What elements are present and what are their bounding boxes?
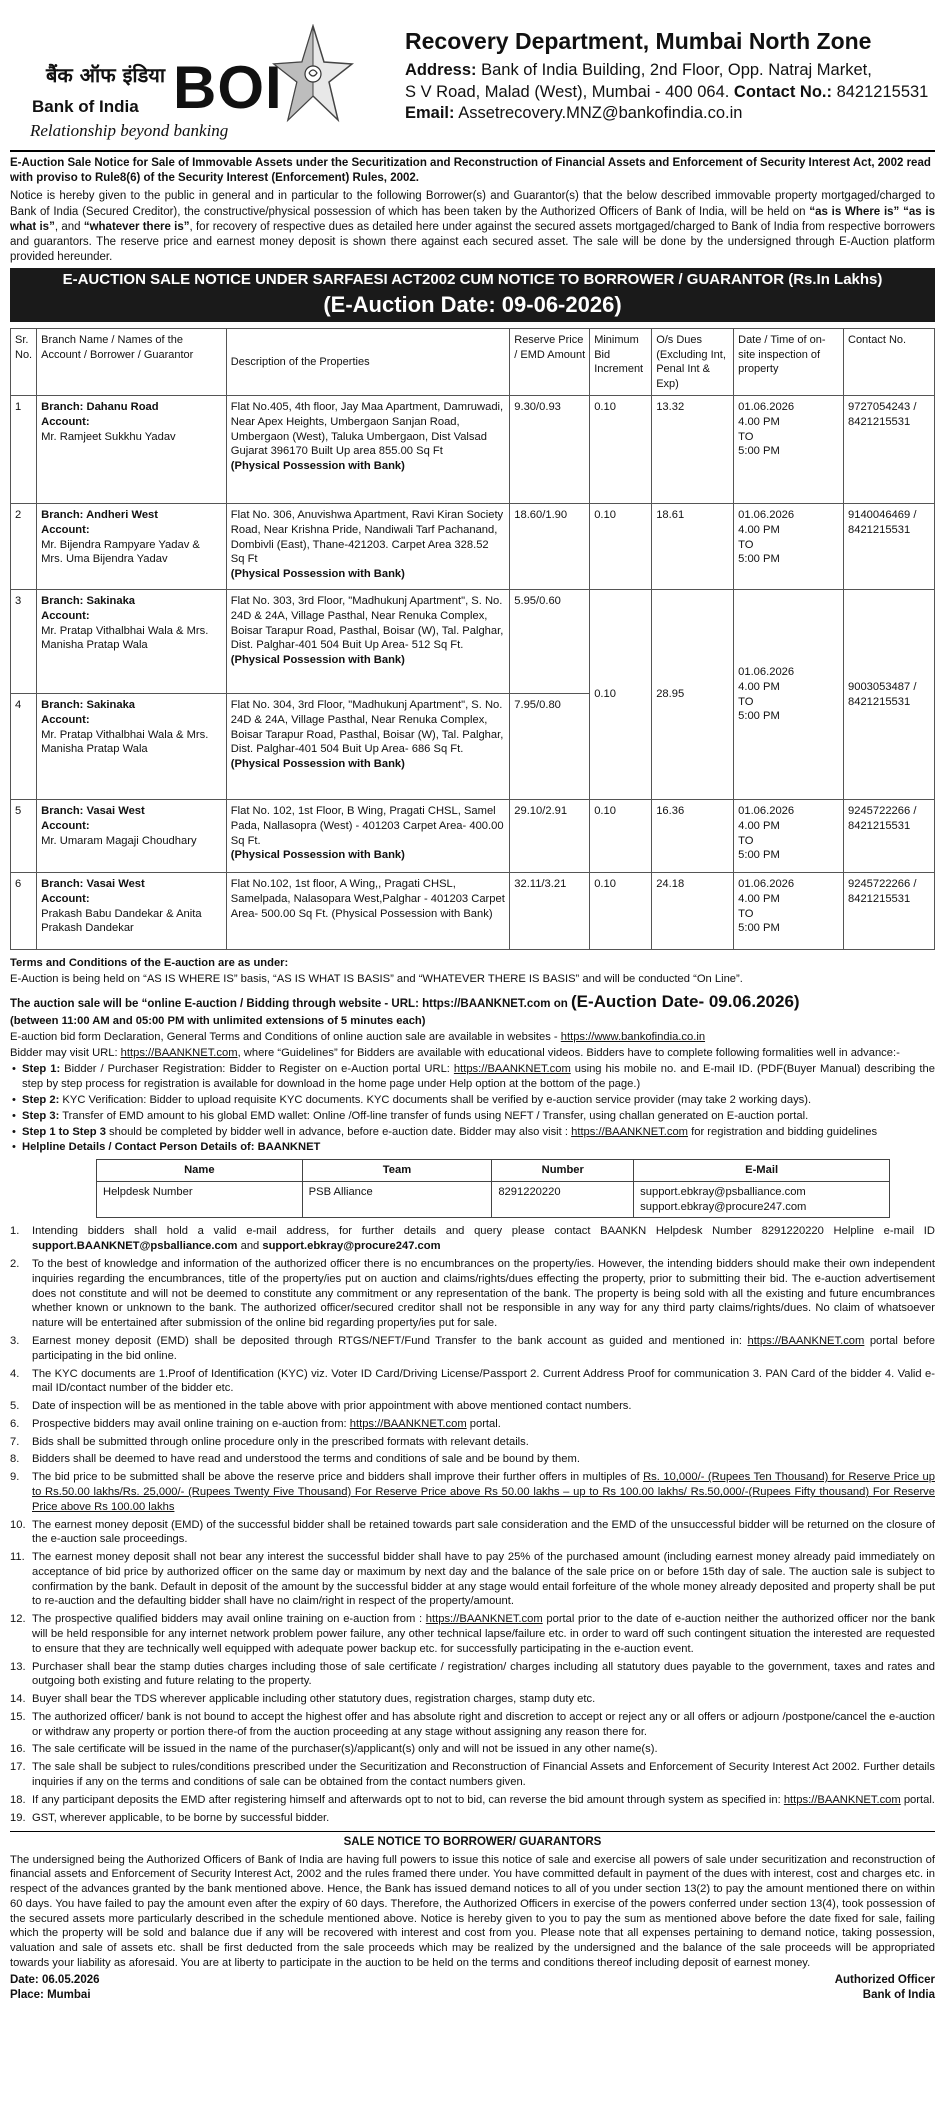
cell-description: Flat No. 102, 1st Floor, B Wing, Pragati CHSL, Samel Pada, Nallasopra (West) - 401203 Carpet Area- 400.00 Sq Ft. (Physical Possession with Bank) — [226, 800, 509, 873]
cell-dues: 13.32 — [652, 396, 734, 504]
address-line-1: Address: Bank of India Building, 2nd Floor, Opp. Natraj Market, — [405, 61, 872, 80]
cell-reserve: 9.30/0.93 — [510, 396, 590, 504]
cell-bid: 0.10 — [590, 800, 652, 873]
cell-dues: 16.36 — [652, 800, 734, 873]
table-row — [11, 396, 935, 504]
visit-url-line: Bidder may visit URL: https://BAANKNET.com, where “Guidelines” for Bidders are available with educational videos. Bidders have to complete following formalities well in advance:- — [10, 1046, 900, 1059]
header-divider — [10, 150, 935, 152]
cell-bid: 0.10 — [590, 504, 652, 590]
cell-sr: 5 — [11, 800, 37, 873]
officer-title: Authorized Officer — [834, 1973, 935, 1986]
term-item: 18. If any participant deposits the EMD after registering himself and afterwards opt to not to bid, can reverse the bid amount through system as specified in: https://BAANKNET.com portal. — [10, 1793, 935, 1806]
table-header-row — [11, 329, 935, 396]
cell-reserve: 32.11/3.21 — [510, 873, 590, 950]
logo-english-text: Bank of India — [32, 97, 139, 116]
logo-boi-mark: BOI — [173, 54, 283, 121]
term-item: 17. The sale shall be subject to rules/conditions prescribed under the Securitization and Reconstruction of Financial Assets and Enforcement of Security Interest Act 2002. Further details inquiries if any on the terms and conditions of sale can be obtained from the contact numbers given. — [10, 1761, 935, 1789]
officer-bank: Bank of India — [862, 1988, 935, 2001]
term-item: 8. Bidders shall be deemed to have read and understood the terms and conditions of sale and be bound by them. — [10, 1453, 580, 1466]
term-item: 11. The earnest money deposit shall not bear any interest the successful bidder shall have to pay 25% of the purchased amount (including earnest money already paid immediately on acceptance of bid price by authorized officer on the same day or maximum by next day and the balance of the sale price on or before 15th day of sale. The auction sale is subject to confirmation by the bank. Default in deposit of the amount by the successful bidder at any stage would entail forfeiture of the whole money already deposited and property shall be put to re-auction and the defaulting bidder shall have no claim/right in respect of the property/amount. — [10, 1551, 935, 1608]
cell-reserve: 7.95/0.80 — [510, 694, 590, 800]
term-item: 1. Intending bidders shall hold a valid e-mail address, for further details and query please contact BAANKN Helpdesk Number 8291220220 Helpline e-mail ID support.BAANKNET@psballiance.com and support.ebkray@procure247.com — [10, 1225, 935, 1253]
baanknet-link[interactable]: https://BAANKNET.com — [747, 1334, 865, 1347]
baanknet-link[interactable]: https://BAANKNET.com — [571, 1125, 688, 1138]
term-item: 4. The KYC documents are 1.Proof of Identification (KYC) viz. Voter ID Card/Driving License/Passport 2. Current Address Proof for communication 3. PAN Card of the bidder 4. Valid e-mail ID/contact number of the bidder etc. — [10, 1367, 935, 1395]
header-sr: Sr. No. — [11, 329, 37, 396]
cell-description: Flat No. 304, 3rd Floor, "Madhukunj Apartment", S. No. 24D & 24A, Village Pasthal, Near Renuka Complex, Boisar Tarapur Road, Pasthal, Boisar (W), Tal. Palghar, Dist. Palghar-401 504 Buit Up Area- 686 Sq Ft. (Physical Possession with Bank) — [226, 694, 509, 800]
term-item: 9. The bid price to be submitted shall be above the reserve price and bidders shall improve their further offers in multiples of Rs. 10,000/- (Rupees Ten Thousand) for Reserve Price up to Rs.50.00 lakhs/Rs. 25,000/- (Rupees Twenty Five Thousand) For Reserve Price above Rs 50.00 lakhs – up to Rs 100.00 lakhs/ Rs.50,000/-(Rupees Fifty thousand) For Reserve Price above Rs 100.00 lakhs — [10, 1471, 935, 1513]
sale-notice-title: SALE NOTICE TO BORROWER/ GUARANTORS — [343, 1836, 602, 1849]
term-item: 6. Prospective bidders may avail online training on e-auction from: https://BAANKNET.com portal. — [10, 1417, 501, 1430]
helpline-row — [97, 1181, 890, 1218]
table-row — [11, 504, 935, 590]
cell-date: 01.06.2026 4.00 PM TO 5:00 PM — [734, 504, 844, 590]
cell-bid-merged: 0.10 — [590, 590, 652, 800]
cell-branch: Branch: Sakinaka Account: Mr. Pratap Vithalbhai Wala & Mrs. Manisha Pratap Wala — [37, 590, 227, 694]
cell-description: Flat No.405, 4th floor, Jay Maa Apartment, Damruwadi, Near Apex Heights, Umbergaon Sanjan Road, Umbergaon (West), Taluka Umbergaon, Dist Valsad Gujarat 396170 Built Up area 855.00 Sq Ft (Physical Possession with Bank) — [226, 396, 509, 504]
cell-branch: Branch: Andheri West Account: Mr. Bijendra Rampyare Yadav & Mrs. Uma Bijendra Yadav — [37, 504, 227, 590]
cell-date: 01.06.2026 4.00 PM TO 5:00 PM — [734, 873, 844, 950]
step-item: • Helpline Details / Contact Person Details of: BAANKNET — [10, 1140, 935, 1155]
cell-reserve: 29.10/2.91 — [510, 800, 590, 873]
header-contact: Contact No. — [844, 329, 935, 396]
header-dues: O/s Dues (Excluding Int, Penal Int & Exp) — [652, 329, 734, 396]
bank-logo — [10, 8, 395, 150]
cell-bid: 0.10 — [590, 873, 652, 950]
cell-contact: 9245722266 / 8421215531 — [844, 873, 935, 950]
zone-address — [395, 8, 935, 150]
term-item: 15. The authorized officer/ bank is not bound to accept the highest offer and has absolute right and discretion to accept or reject any or all offers or adjourn /postpone/cancel the e-auction or withdraw any property or portion there-of from the auction proceeding at any stage without assigning any reason there for. — [10, 1710, 935, 1738]
cell-description: Flat No. 303, 3rd Floor, "Madhukunj Apartment", S. No. 24D & 24A, Village Pasthal, Near Renuka Complex, Boisar Tarapur Road, Pasthal, Boisar (W), Tal. Palghar, Dist. Palghar-401 504 Buit Up Area- 512 Sq Ft. (Physical Possession with Bank) — [226, 590, 509, 694]
address-line-2: S V Road, Malad (West), Mumbai - 400 064. Contact No.: 8421215531 — [405, 82, 929, 101]
cell-contact-merged: 9003053487 / 8421215531 — [844, 590, 935, 800]
signature-footer — [10, 1973, 935, 2003]
terms-heading: Terms and Conditions of the E-auction are as under: — [10, 957, 289, 970]
properties-table — [10, 328, 935, 950]
step-item: • Step 1 to Step 3 should be completed by bidder well in advance, before e-auction date. Bidder may also visit : https://BAANKNET.com for registration and bidding guidelines — [10, 1125, 935, 1140]
table-row — [11, 590, 935, 694]
table-row — [11, 800, 935, 873]
baanknet-link[interactable]: https://BAANKNET.com — [783, 1793, 901, 1806]
cell-branch: Branch: Vasai West Account: Prakash Babu Dandekar & Anita Prakash Dandekar — [37, 873, 227, 950]
cell-reserve: 5.95/0.60 — [510, 590, 590, 694]
sale-notice-section — [10, 1831, 935, 1970]
term-item: 13. Purchaser shall bear the stamp duties charges including those of sale certificate / registration/ charges including all statutory dues payable to the government, taxes and rates and outgoing both existing and future relating to the property. — [10, 1660, 935, 1688]
cell-bid: 0.10 — [590, 396, 652, 504]
auction-banner — [10, 268, 935, 322]
help-email: support.ebkray@psballiance.com support.ebkray@procure247.com — [634, 1181, 890, 1218]
help-header-number: Number — [492, 1160, 634, 1182]
cell-date-merged: 01.06.2026 4.00 PM TO 5:00 PM — [734, 590, 844, 800]
terms-numbered-list — [10, 1224, 935, 1825]
bid-form-line: E-auction bid form Declaration, General Terms and Conditions of online auction sale are available in websites - https://www.bankofindia.co.in — [10, 1030, 706, 1043]
cell-sr: 3 — [11, 590, 37, 694]
banner-date: (E-Auction Date: 09-06-2026) — [323, 292, 622, 317]
cell-description: Flat No. 306, Anuvishwa Apartment, Ravi Kiran Society Road, Near Krishna Pride, Nandiwali Tarf Pachanand, Dombivli (East), Thane-421203. Carpet Area 328.52 Sq Ft (Physical Possession with Bank) — [226, 504, 509, 590]
banner-title: E-AUCTION SALE NOTICE UNDER SARFAESI ACT2002 CUM NOTICE TO BORROWER / GUARANTOR (Rs.In Lakhs) — [62, 271, 883, 289]
header — [10, 8, 935, 150]
cell-sr: 4 — [11, 694, 37, 800]
header-bid: Minimum Bid Increment — [590, 329, 652, 396]
cell-dues: 24.18 — [652, 873, 734, 950]
cell-contact: 9245722266 / 8421215531 — [844, 800, 935, 873]
cell-sr: 1 — [11, 396, 37, 504]
help-header-team: Team — [302, 1160, 492, 1182]
helpline-table — [96, 1159, 890, 1218]
baanknet-link[interactable]: https://BAANKNET.com — [453, 1063, 571, 1076]
auction-time-line: (between 11:00 AM and 05:00 PM with unlimited extensions of 5 minutes each) — [10, 1015, 426, 1028]
notice-date: Date: 06.05.2026 — [10, 1973, 100, 1986]
steps-list — [10, 1062, 935, 1155]
cell-branch: Branch: Vasai West Account: Mr. Umaram Magaji Choudhary — [37, 800, 227, 873]
cell-description: Flat No.102, 1st floor, A Wing,, Pragati CHSL, Samelpada, Nalasopara West,Palghar - 401203 Carpet Area- 500.00 Sq Ft. (Physical Possession with Bank) — [226, 873, 509, 950]
cell-date: 01.06.2026 4.00 PM TO 5:00 PM — [734, 800, 844, 873]
terms-basis: E-Auction is being held on “AS IS WHERE IS” basis, “AS IS WHAT IS BASIS” and “WHATEVER THERE IS BASIS” and will be conducted “On Line”. — [10, 972, 743, 985]
intro-heading: E-Auction Sale Notice for Sale of Immovable Assets under the Securitization and Reconstruction of Financial Assets and Enforcement of Security Interest Act, 2002 read with proviso to Rule8(6) of the Security Interest (Enforcement) Rules, 2002. — [10, 157, 931, 185]
terms-section — [10, 956, 935, 1825]
cell-branch: Branch: Sakinaka Account: Mr. Pratap Vithalbhai Wala & Mrs. Manisha Pratap Wala — [37, 694, 227, 800]
cell-date: 01.06.2026 4.00 PM TO 5:00 PM — [734, 396, 844, 504]
baanknet-link[interactable]: https://BAANKNET.com — [425, 1613, 543, 1626]
cell-reserve: 18.60/1.90 — [510, 504, 590, 590]
email-line: Email: Assetrecovery.MNZ@bankofindia.co.in — [405, 104, 743, 123]
help-name: Helpdesk Number — [97, 1181, 303, 1218]
help-team: PSB Alliance — [302, 1181, 492, 1218]
header-branch: Branch Name / Names of the Account / Borrower / Guarantor — [37, 329, 227, 396]
notice-place: Place: Mumbai — [10, 1988, 91, 2001]
table-row — [11, 873, 935, 950]
header-reserve: Reserve Price / EMD Amount — [510, 329, 590, 396]
help-header-email: E-Mail — [634, 1160, 890, 1182]
baanknet-link[interactable]: https://BAANKNET.com — [349, 1417, 467, 1430]
help-number: 8291220220 — [492, 1181, 634, 1218]
term-item: 12. The prospective qualified bidders may avail online training on e-auction from : https://BAANKNET.com portal prior to the date of e-auction neither the authorized officer nor the bank will be held responsible for any internet network problem power failure, any other technical lapse/failure etc. in order to ward off such contingent situation the interested are requested to ensure that they are technically well equipped with adequate power backup etc. for successfully participating in the e-auction event. — [10, 1613, 935, 1655]
step-item: • Step 1: Bidder / Purchaser Registration: Bidder to Register on e-Auction portal URL: https://BAANKNET.com using his mobile no. and E-mail ID. (PDF(Buyer Manual) describing the step by step process for registration is available for download in the home page under Help option at the bottom of the page.) — [10, 1062, 935, 1092]
logo-hindi-text: बैंक ऑफ इंडिया — [46, 63, 166, 87]
zone-title: Recovery Department, Mumbai North Zone — [405, 28, 872, 54]
logo-tagline: Relationship beyond banking — [30, 121, 229, 140]
sale-notice-text: The undersigned being the Authorized Officers of Bank of India are having full powers to issue this notice of sale and exercise all powers of sale under securitization and reconstruction of financial assets and Enforcement of Security Interest Act, 2002 and the rules framed there under. You have committed default in payment of the dues with interest, cost and charges etc. in respect of the advances granted by the bank mentioned above. Hence, the Bank has issued demand notices to all of you under section 13(2) to pay the amount mentioned there on within 60 days. You have failed to pay the amount even after the expiry of 60 days. Therefore, the Authorized Officers in exercise of the powers conferred under section 13(4), took possession of the secured assets more particularly described in the schedule mentioned above. Notice is hereby given to you to pay the sum as mentioned above before the date fixed for sale, failing which the property will be sold and balance due if any will be recovered with interest and cost from you. Please note that all expenses pertaining to demand notice, taking possession, valuation and sale of assets etc. shall be first deducted from the sale proceeds which may be realized by the undersigned and the balance of the sale proceeds will be appropriated towards your liability as aforesaid. You are at liberty to participate in the auction to be held on the terms and conditions thereof including deposit of earnest money. — [10, 1853, 935, 1970]
term-item: 2. To the best of knowledge and information of the authorized officer there is no encumbrances on the property/ies. However, the intending bidders should make their own independent inquiries regarding the encumbrances, title of the property/ies put on auction and claims/rights/dues effecting the property, prior to submitting their bid. The e-auction advertisement does not constitute and will not be deemed to constitute any commitment or any representation of the bank. The property is being sold with all the existing and future encumbrances whether known or unknown to the bank. The authorized officer/secured creditor shall not be responsible in any way for any third party claims/rights/dues. No claim of whatsoever nature will be entertained after submission of the online bid regarding property/ies put for sale. — [10, 1258, 935, 1330]
term-item: 5. Date of inspection will be as mentioned in the table above with prior appointment with above mentioned contact numbers. — [10, 1400, 632, 1413]
intro-paragraph: Notice is hereby given to the public in general and in particular to the following Borrower(s) and Guarantor(s) that the below described immovable property mortgaged/charged to Bank of India (Secured Creditor), the constructive/physical possession of which has been taken by the Authorized Officers of Bank of India, will be held on “as is Where is” “as is what is”, and “whatever there is”, for recovery of respective dues as detailed here under against the secured assets mortgaged/charged to Bank of India from respective borrowers and guarantors. The reserve price and earnest money deposit is shown there against each secured asset. The sale will be done by the undersigned through E-Auction platform provided hereunder. — [10, 190, 936, 264]
help-header-name: Name — [97, 1160, 303, 1182]
term-item: 14. Buyer shall bear the TDS wherever applicable including other statutory dues, registration charges, stamp duty etc. — [10, 1693, 596, 1706]
term-item: 19. GST, wherever applicable, to be borne by successful bidder. — [10, 1811, 330, 1824]
helpline-header-row — [97, 1160, 890, 1182]
step-item: • Step 2: KYC Verification: Bidder to upload requisite KYC documents. KYC documents shall be verified by e-auction service provider (may take 2 working days). — [10, 1093, 935, 1108]
header-description: Description of the Properties — [226, 329, 509, 396]
term-item: 7. Bids shall be submitted through online procedure only in the prescribed formats with relevant details. — [10, 1435, 529, 1448]
footer-left — [10, 1973, 100, 2003]
term-item: 10. The earnest money deposit (EMD) of the successful bidder shall be retained towards part sale consideration and the EMD of the unsuccessful bidder will be returned on the closure of the e-auction sale proceedings. — [10, 1518, 935, 1546]
step-item: • Step 3: Transfer of EMD amount to his global EMD wallet: Online /Off-line transfer of funds using NEFT / Transfer, using challan generated on E-auction portal. — [10, 1109, 935, 1124]
cell-contact: 9140046469 / 8421215531 — [844, 504, 935, 590]
star-logo-icon — [272, 24, 354, 124]
cell-dues: 18.61 — [652, 504, 734, 590]
cell-branch: Branch: Dahanu Road Account: Mr. Ramjeet Sukkhu Yadav — [37, 396, 227, 504]
cell-sr: 2 — [11, 504, 37, 590]
cell-dues-merged: 28.95 — [652, 590, 734, 800]
footer-right — [835, 1973, 935, 2003]
cell-contact: 9727054243 / 8421215531 — [844, 396, 935, 504]
term-item: 3. Earnest money deposit (EMD) shall be deposited through RTGS/NEFT/Fund Transfer to the bank account as guided and mentioned in: https://BAANKNET.com portal before participating in the bid online. — [10, 1334, 935, 1362]
auction-url-line: The auction sale will be “online E-auction / Bidding through website - URL: https://BAANKNET.com on (E-Auction Date- 09.06.2026) — [10, 991, 800, 1011]
term-item: 16. The sale certificate will be issued in the name of the purchaser(s)/applicant(s) only and will not be issued in any other name(s). — [10, 1743, 658, 1756]
cell-sr: 6 — [11, 873, 37, 950]
baanknet-link[interactable]: https://BAANKNET.com — [120, 1046, 238, 1059]
bankofindia-link[interactable]: https://www.bankofindia.co.in — [560, 1030, 706, 1043]
header-date: Date / Time of on-site inspection of property — [734, 329, 844, 396]
